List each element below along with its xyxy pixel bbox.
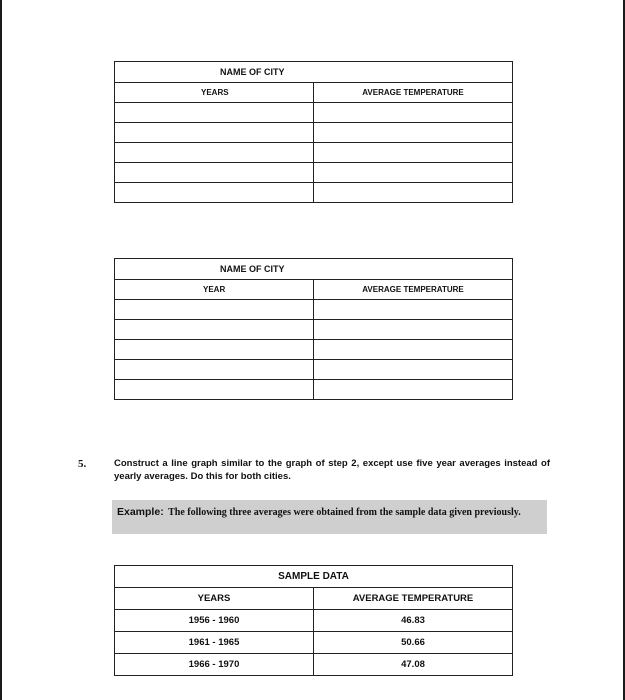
table-1-blank-cell [314, 183, 513, 203]
table-2-title: NAME OF CITY [115, 259, 513, 280]
table-1-blank-cell [314, 103, 513, 123]
table-2-col-year: YEAR [115, 280, 314, 300]
step-number: 5. [78, 458, 87, 470]
table-2-blank-cell [115, 360, 314, 380]
sample-data-table [114, 565, 513, 676]
table-2-blank-row [115, 360, 513, 380]
city-table-1 [114, 61, 513, 203]
table-1-blank-cell [115, 123, 314, 143]
table-2-blank-row [115, 340, 513, 360]
sample-avg-cell: 50.66 [314, 632, 513, 654]
table-2-blank-cell [314, 380, 513, 400]
example-text: The following three averages were obtained from the sample data given previously. [168, 507, 521, 518]
table-2-blank-row [115, 320, 513, 340]
step-instruction: Construct a line graph similar to the graph of step 2, except use five year averages instead of yearly averages. Do this for both cities. [114, 458, 550, 482]
sample-table-title: SAMPLE DATA [115, 566, 513, 588]
table-2-blank-cell [314, 320, 513, 340]
table-2-blank-cell [115, 300, 314, 320]
table-2-blank-row [115, 380, 513, 400]
table-2-col-avg-temp: AVERAGE TEMPERATURE [314, 280, 513, 300]
sample-years-cell: 1956 - 1960 [115, 610, 314, 632]
table-2-body [115, 300, 513, 400]
table-1-blank-row [115, 183, 513, 203]
sample-col-avg-temp: AVERAGE TEMPERATURE [314, 588, 513, 610]
table-1-blank-row [115, 103, 513, 123]
table-1-blank-row [115, 163, 513, 183]
sample-avg-cell: 46.83 [314, 610, 513, 632]
sample-avg-cell: 47.08 [314, 654, 513, 676]
sample-years-cell: 1961 - 1965 [115, 632, 314, 654]
table-1-blank-cell [314, 163, 513, 183]
example-box [112, 500, 547, 534]
table-1-blank-cell [314, 143, 513, 163]
table-2-blank-cell [115, 380, 314, 400]
table-2-blank-cell [115, 340, 314, 360]
table-1-blank-row [115, 123, 513, 143]
city-table-2 [114, 258, 513, 400]
sample-years-cell: 1966 - 1970 [115, 654, 314, 676]
table-row [115, 632, 513, 654]
table-1-col-years: YEARS [115, 83, 314, 103]
table-1-blank-cell [115, 103, 314, 123]
table-1-blank-cell [115, 183, 314, 203]
table-1-col-avg-temp: AVERAGE TEMPERATURE [314, 83, 513, 103]
table-2-blank-cell [314, 340, 513, 360]
table-2-blank-cell [314, 360, 513, 380]
table-1-blank-cell [115, 163, 314, 183]
table-1-body [115, 103, 513, 203]
example-label: Example: [117, 506, 164, 518]
table-row [115, 654, 513, 676]
table-2-blank-row [115, 300, 513, 320]
table-2-blank-cell [115, 320, 314, 340]
table-1-blank-cell [115, 143, 314, 163]
table-1-title: NAME OF CITY [115, 62, 513, 83]
table-2-blank-cell [314, 300, 513, 320]
sample-col-years: YEARS [115, 588, 314, 610]
table-1-blank-cell [314, 123, 513, 143]
table-1-blank-row [115, 143, 513, 163]
page-edge-left [0, 0, 2, 700]
table-row [115, 610, 513, 632]
